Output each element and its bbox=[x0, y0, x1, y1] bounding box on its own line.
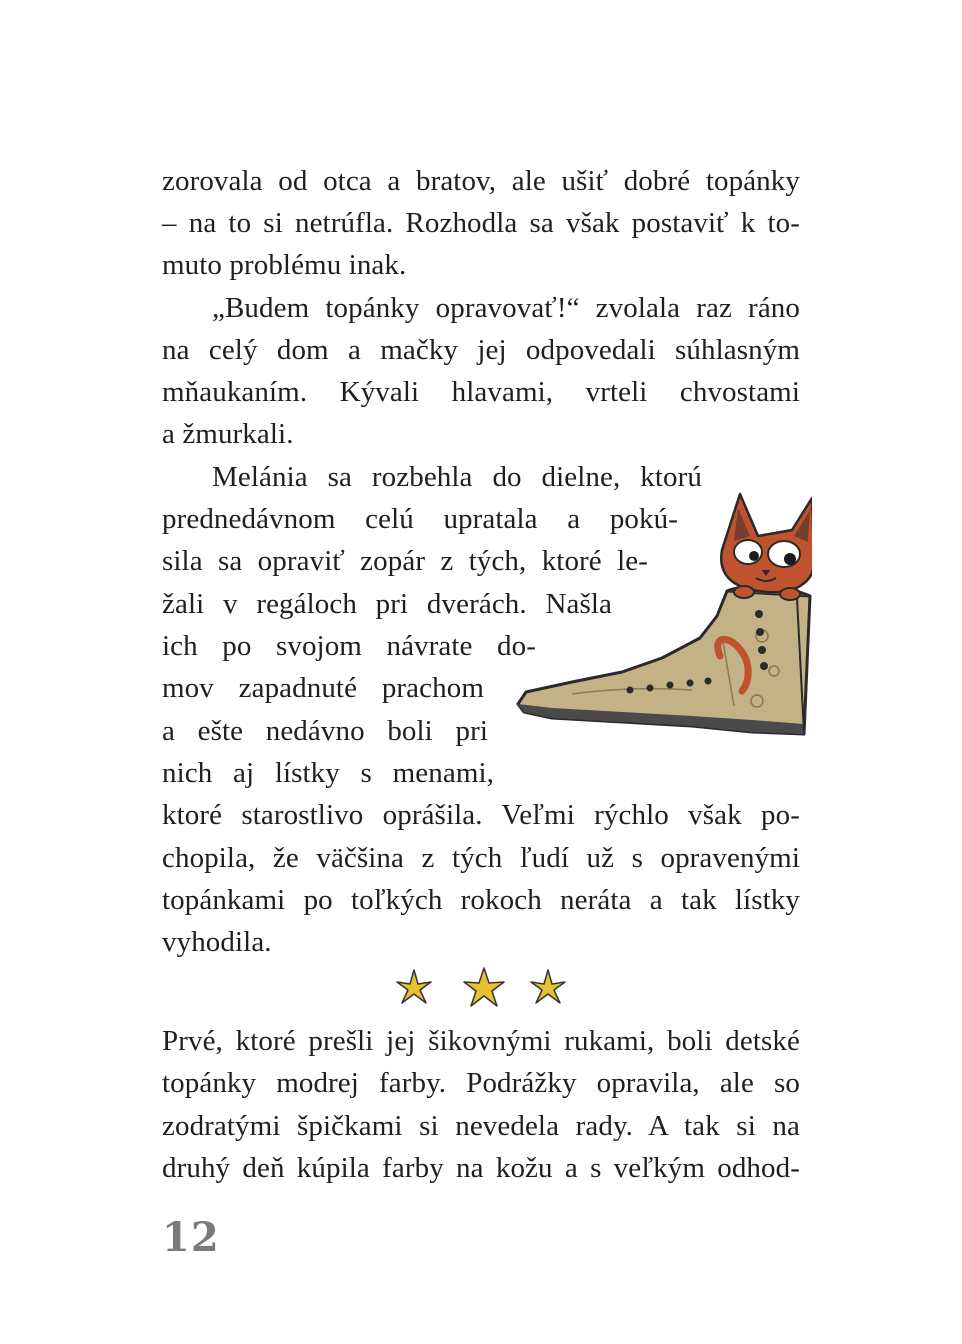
text-line: prednedávnom celú upratala a pokú- bbox=[162, 503, 678, 535]
text-line: vyhodila. bbox=[162, 926, 272, 958]
text-line: ich po svojom návrate do- bbox=[162, 630, 536, 662]
star-icon bbox=[464, 968, 504, 1006]
cat-in-boot-illustration bbox=[512, 486, 812, 746]
text-line: zodratými špičkami si nevedela rady. A tak si na bbox=[162, 1110, 800, 1142]
star-icon bbox=[531, 970, 565, 1003]
text-line: nich aj lístky s menami, bbox=[162, 757, 494, 789]
text-line: žali v regáloch pri dverách. Našla bbox=[162, 588, 612, 620]
text-line: – na to si netrúfla. Rozhodla sa však postaviť k to- bbox=[162, 207, 800, 239]
text-line: a žmurkali. bbox=[162, 418, 294, 450]
text-line: chopila, že väčšina z tých ľudí už s opravenými bbox=[162, 842, 800, 874]
text-line: „Budem topánky opravovať!“ zvolala raz ráno bbox=[212, 292, 800, 324]
text-line: na celý dom a mačky jej odpovedali súhlasným bbox=[162, 334, 800, 366]
text-line: zorovala od otca a bratov, ale ušiť dobré topánky bbox=[162, 165, 800, 197]
text-line: topánkami po toľkých rokoch neráta a tak lístky bbox=[162, 884, 800, 916]
text-line: mňaukaním. Kývali hlavami, vrteli chvostami bbox=[162, 376, 800, 408]
text-line: Prvé, ktoré prešli jej šikovnými rukami, boli detské bbox=[162, 1025, 800, 1057]
text-line: mov zapadnuté prachom bbox=[162, 672, 484, 704]
star-icon bbox=[397, 970, 431, 1003]
text-line: ktoré starostlivo oprášila. Veľmi rýchlo však po- bbox=[162, 799, 800, 831]
page-number: 12 bbox=[162, 1214, 220, 1261]
text-line: a ešte nedávno boli pri bbox=[162, 715, 488, 747]
text-line: sila sa opraviť zopár z tých, ktoré le- bbox=[162, 545, 648, 577]
text-line: topánky modrej farby. Podrážky opravila, ale so bbox=[162, 1067, 800, 1099]
text-line: Melánia sa rozbehla do dielne, ktorú bbox=[212, 461, 702, 493]
three-stars-ornament bbox=[392, 964, 572, 1012]
boot bbox=[518, 586, 810, 734]
text-line: druhý deň kúpila farby na kožu a s veľkým odhod- bbox=[162, 1152, 800, 1184]
text-line: muto problému inak. bbox=[162, 249, 407, 281]
